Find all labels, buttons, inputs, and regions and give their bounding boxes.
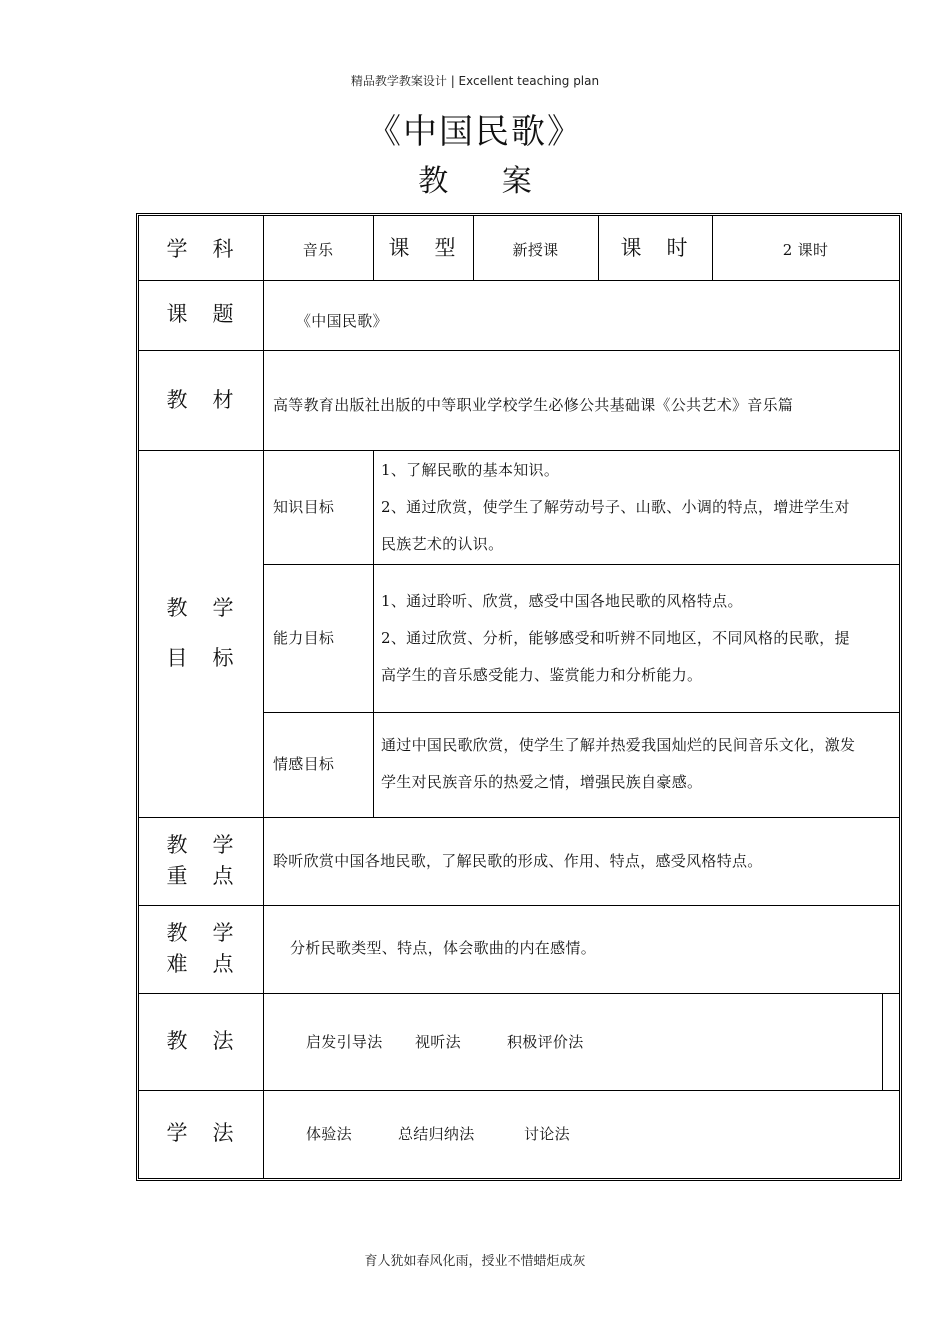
- ability-goal-label: 能力目标: [273, 629, 335, 647]
- material-value: 高等教育出版社出版的中等职业学校学生必修公共基础课《公共艺术》音乐篇: [273, 396, 794, 414]
- topic-label: 课 题: [166, 302, 236, 326]
- knowledge-goal-label: 知识目标: [273, 498, 335, 516]
- goal-divider: [263, 712, 899, 713]
- difficulties-value: 分析民歌类型、特点，体会歌曲的内在感情。: [290, 939, 597, 957]
- label-column-divider: [263, 216, 264, 1178]
- emotion-goal-line2: 学生对民族音乐的热爱之情，增强民族自豪感。: [381, 773, 703, 791]
- learning-method-item: 体验法: [306, 1125, 352, 1143]
- emotion-goal-line1: 通过中国民歌欣赏，使学生了解并热爱我国灿烂的民间音乐文化，激发: [381, 736, 856, 754]
- difficulties-label-line1: 教 学: [166, 921, 236, 945]
- page-title: 《中国民歌》: [367, 112, 583, 152]
- teaching-method-item: 启发引导法: [306, 1033, 383, 1051]
- row-divider: [139, 993, 899, 994]
- key-points-label-line2: 重 点: [166, 864, 236, 888]
- row-divider: [139, 817, 899, 818]
- type-label: 课 型: [388, 236, 458, 260]
- subject-value: 音乐: [302, 241, 334, 259]
- learning-method-item: 总结归纳法: [398, 1125, 475, 1143]
- learning-methods-label: 学 法: [166, 1121, 236, 1145]
- teaching-methods-label: 教 法: [166, 1029, 236, 1053]
- key-points-value: 聆听欣赏中国各地民歌，了解民歌的形成、作用、特点，感受风格特点。: [273, 852, 763, 870]
- row-divider: [139, 350, 899, 351]
- ability-goal-line3: 高学生的音乐感受能力、鉴赏能力和分析能力。: [381, 666, 703, 684]
- hours-label: 课 时: [620, 236, 690, 260]
- ability-goal-line2: 2、通过欣赏、分析，能够感受和听辨不同地区，不同风格的民歌，提: [381, 629, 850, 647]
- learning-method-item: 讨论法: [524, 1125, 570, 1143]
- footer-motto: 育人犹如春风化雨，授业不惜蜡炬成灰: [364, 1254, 586, 1269]
- row-divider: [139, 905, 899, 906]
- goals-label-line2: 目 标: [166, 646, 236, 670]
- difficulties-label-line2: 难 点: [166, 952, 236, 976]
- ability-goal-line1: 1、通过聆听、欣赏，感受中国各地民歌的风格特点。: [381, 592, 743, 610]
- goal-column-divider: [373, 450, 374, 817]
- knowledge-goal-line2: 2、通过欣赏，使学生了解劳动号子、山歌、小调的特点，增进学生对: [381, 498, 850, 516]
- teaching-method-item: 积极评价法: [507, 1033, 584, 1051]
- row-divider: [139, 1090, 899, 1091]
- key-points-label-line1: 教 学: [166, 833, 236, 857]
- emotion-goal-label: 情感目标: [273, 755, 335, 773]
- topic-value: 《中国民歌》: [296, 312, 388, 330]
- goals-label-line1: 教 学: [166, 596, 236, 620]
- header-note: 精品教学教案设计 | Excellent teaching plan: [350, 74, 600, 88]
- hours-value: 2 课时: [782, 241, 829, 259]
- type-value: 新授课: [512, 241, 559, 259]
- row-divider: [139, 450, 899, 451]
- goal-divider: [263, 564, 899, 565]
- subject-label: 学 科: [166, 237, 236, 261]
- knowledge-goal-line3: 民族艺术的认识。: [381, 535, 504, 553]
- knowledge-goal-line1: 1、了解民歌的基本知识。: [381, 461, 560, 479]
- methods-side-line: [882, 993, 883, 1090]
- page-subtitle: 教 案: [418, 164, 554, 199]
- row-divider: [139, 280, 899, 281]
- teaching-method-item: 视听法: [415, 1033, 461, 1051]
- material-label: 教 材: [166, 388, 236, 412]
